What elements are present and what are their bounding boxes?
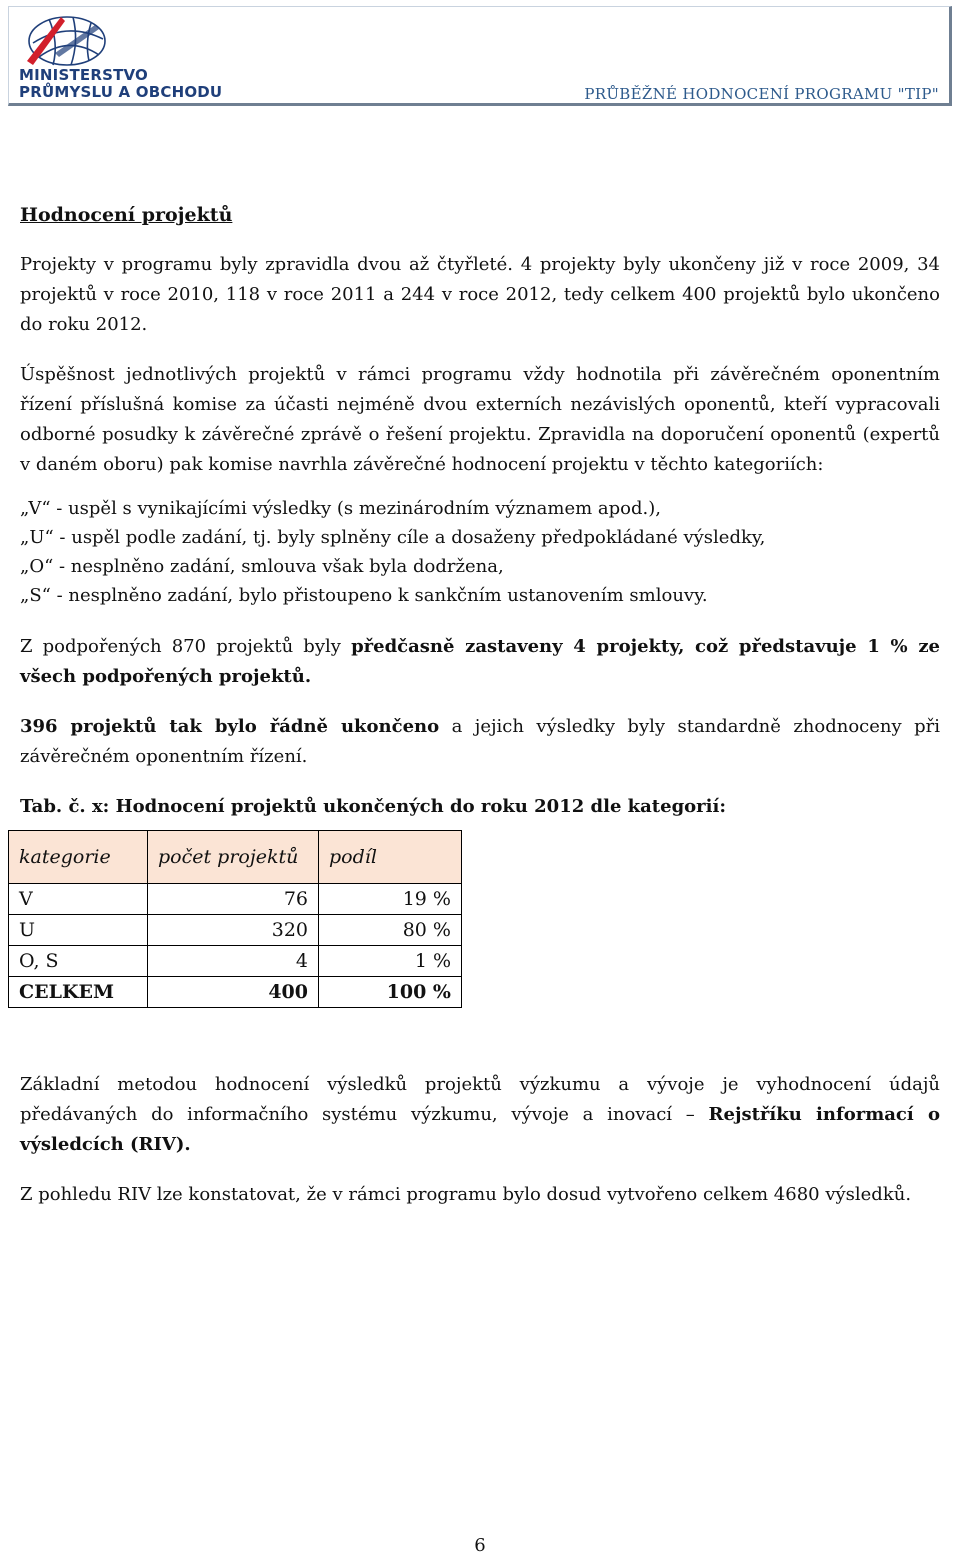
table-row — [9, 915, 462, 946]
cell-total-share: 100 % — [319, 977, 462, 1008]
paragraph-1: Projekty v programu byly zpravidla dvou až čtyřleté. 4 projekty byly ukončeny již v roce 2009, 34 projektů v roce 2010, 118 v roce 2011 a 244 v roce 2012, tedy celkem 400 projektů bylo ukončeno do roku 2012. — [20, 254, 940, 335]
header-title: PRŮBĚŽNÉ HODNOCENÍ PROGRAMU "TIP" — [584, 85, 939, 103]
cell-category: U — [9, 915, 148, 946]
section-heading: Hodnocení projektů — [20, 204, 233, 226]
header-kategorie: kategorie — [9, 831, 148, 884]
paragraph-3 — [20, 632, 940, 692]
table-total-row — [9, 977, 462, 1008]
cell-share: 1 % — [319, 946, 462, 977]
paragraph-4-bold: 396 projektů tak bylo řádně ukončeno — [20, 716, 440, 737]
logo-wordmark — [19, 67, 222, 101]
main-content — [20, 200, 940, 1230]
cell-total-count: 400 — [148, 977, 319, 1008]
logo-line-2: PRŮMYSLU A OBCHODU — [19, 83, 223, 101]
paragraph-4 — [20, 712, 940, 772]
paragraph-5 — [20, 1070, 940, 1160]
category-item-u: „U“ - uspěl podle zadání, tj. byly splněny cíle a dosaženy předpokládané výsledky, — [20, 527, 766, 548]
category-item-o: „O“ - nesplněno zadání, smlouva však byla dodržena, — [20, 556, 504, 577]
category-item-s: „S“ - nesplněno zadání, bylo přistoupeno k sankčním ustanovením smlouvy. — [20, 585, 708, 606]
paragraph-3-text: Z podpořených 870 projektů byly — [20, 636, 352, 657]
paragraph-4-text: a jejich výsledky byly standardně zhodnoceny při závěrečném oponentním řízení. — [20, 716, 940, 767]
table-header-row — [9, 831, 462, 884]
table-caption: Tab. č. x: Hodnocení projektů ukončených do roku 2012 dle kategorií: — [20, 796, 726, 817]
paragraph-6: Z pohledu RIV lze konstatovat, že v rámci programu bylo dosud vytvořeno celkem 4680 výsledků. — [20, 1184, 912, 1205]
header-podil: podíl — [319, 831, 462, 884]
cell-count: 320 — [148, 915, 319, 946]
cell-total-label: CELKEM — [9, 977, 148, 1008]
evaluation-table — [8, 830, 462, 1008]
cell-count: 76 — [148, 884, 319, 915]
paragraph-5-bold: Rejstříku informací o výsledcích (RIV). — [20, 1104, 940, 1155]
page-header — [8, 6, 952, 106]
cell-category: O, S — [9, 946, 148, 977]
table-row — [9, 946, 462, 977]
logo-line-1: MINISTERSTVO — [19, 66, 149, 84]
table-row — [9, 884, 462, 915]
header-pocet: počet projektů — [148, 831, 319, 884]
paragraph-2: Úspěšnost jednotlivých projektů v rámci programu vždy hodnotila při závěrečném oponentním řízení příslušná komise za účasti nejméně dvou externích nezávislých oponentů, kteří vypracovali odborné posudky k závěrečné zprávě o řešení projektu. Zpravidla na doporučení oponentů (expertů v daném oboru) pak komise navrhla závěrečné hodnocení projektu v těchto kategoriích: — [20, 364, 940, 475]
category-item-v: „V“ - uspěl s vynikajícími výsledky (s mezinárodním významem apod.), — [20, 498, 661, 519]
cell-count: 4 — [148, 946, 319, 977]
category-list — [20, 494, 940, 610]
cell-share: 19 % — [319, 884, 462, 915]
paragraph-3-bold: předčasně zastaveny 4 projekty, což představuje 1 % ze všech podpořených projektů. — [20, 636, 940, 687]
cell-category: V — [9, 884, 148, 915]
paragraph-5-text: Základní metodou hodnocení výsledků projektů výzkumu a vývoje je vyhodnocení údajů předávaných do informačního systému výzkumu, vývoje a inovací – — [20, 1074, 940, 1125]
page-number: 6 — [474, 1535, 486, 1556]
cell-share: 80 % — [319, 915, 462, 946]
